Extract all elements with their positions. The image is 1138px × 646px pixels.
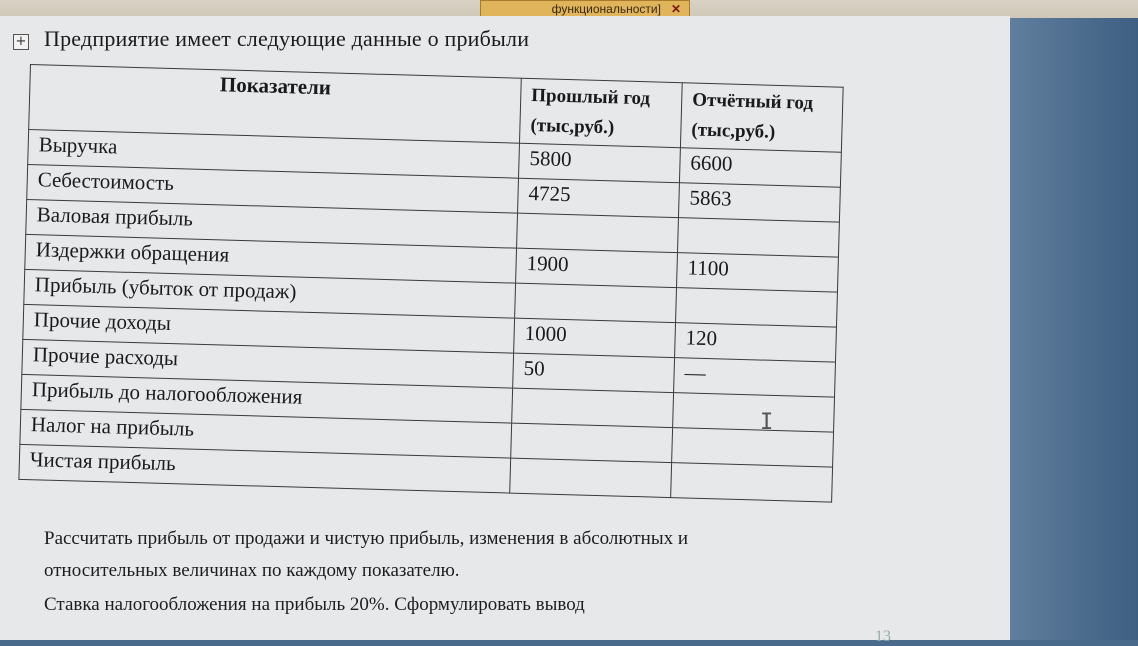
indicator-cell[interactable]: Издержки обращения: [25, 234, 517, 283]
indicator-cell[interactable]: Прочие доходы: [23, 304, 515, 353]
page-number: 13: [875, 628, 891, 645]
profit-table: [18, 64, 843, 503]
header-indicators: Показатели: [29, 65, 522, 144]
previous-year-cell[interactable]: 1900: [516, 248, 678, 287]
previous-year-cell[interactable]: [515, 283, 677, 322]
reporting-year-cell[interactable]: 120: [675, 323, 837, 362]
previous-year-cell[interactable]: [511, 423, 673, 462]
previous-year-cell[interactable]: [510, 458, 672, 497]
indicator-cell[interactable]: Прибыль до налогообложения: [21, 374, 513, 423]
document-title: Предприятие имеет следующие данные о прибыли: [44, 26, 530, 51]
reporting-year-cell[interactable]: 1100: [677, 253, 839, 292]
table-move-handle-icon[interactable]: +: [13, 34, 29, 50]
reporting-year-cell[interactable]: [671, 463, 833, 502]
indicator-cell[interactable]: Прибыль (убыток от продаж): [24, 269, 516, 318]
indicator-cell[interactable]: Валовая прибыль: [26, 199, 518, 248]
previous-year-cell[interactable]: 4725: [518, 178, 680, 217]
close-icon[interactable]: ✕: [670, 2, 681, 16]
header-reporting-year: Отчётный год (тыс,руб.): [680, 83, 843, 152]
reporting-year-cell[interactable]: [673, 393, 835, 432]
indicator-cell[interactable]: Прочие расходы: [22, 339, 514, 388]
previous-year-cell[interactable]: 50: [513, 353, 675, 392]
text-cursor-icon: I: [760, 410, 774, 435]
document-page: [0, 16, 1010, 645]
task-text-line-3: Ставка налогообложения на прибыль 20%. Сформулировать вывод: [44, 594, 585, 615]
reporting-year-cell[interactable]: 5863: [678, 183, 840, 222]
reporting-year-cell[interactable]: [677, 218, 839, 257]
reporting-year-cell[interactable]: [676, 288, 838, 327]
reporting-year-cell[interactable]: —: [674, 358, 836, 397]
indicator-cell[interactable]: Чистая прибыль: [19, 444, 511, 493]
header-previous-year: Прошлый год (тыс,руб.): [519, 78, 682, 147]
tab-label: функциональности]: [551, 2, 661, 16]
indicator-cell[interactable]: Выручка: [28, 129, 520, 178]
task-text-line-2: относительных величинах по каждому показателю.: [44, 560, 460, 581]
previous-year-cell[interactable]: 5800: [519, 143, 681, 182]
previous-year-cell[interactable]: 1000: [514, 318, 676, 357]
reporting-year-cell[interactable]: 6600: [679, 148, 841, 187]
previous-year-cell[interactable]: [512, 388, 674, 427]
indicator-cell[interactable]: Себестоимость: [27, 164, 519, 213]
previous-year-cell[interactable]: [517, 213, 679, 252]
indicator-cell[interactable]: Налог на прибыль: [20, 409, 512, 458]
task-text-line-1: Рассчитать прибыль от продажи и чистую прибыль, изменения в абсолютных и: [44, 528, 688, 549]
reporting-year-cell[interactable]: [672, 428, 834, 467]
